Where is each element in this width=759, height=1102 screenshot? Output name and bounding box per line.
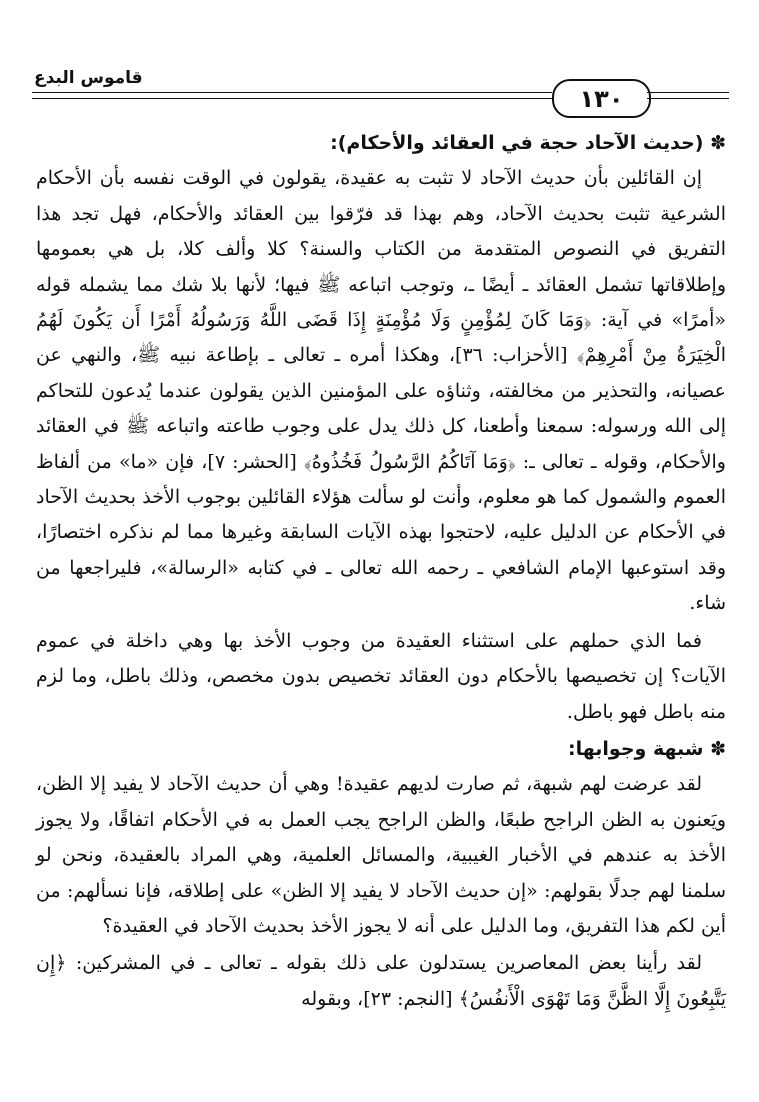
page-header xyxy=(0,0,759,118)
paragraph-1: إن القائلين بأن حديث الآحاد لا تثبت به عقيدة، يقولون في الوقت نفسه بأن الأحكام الشرعية تثبت بحديث الآحاد، وهم بهذا قد فرّقوا بين العقائد والأحكام، فهل تجد هذا التفريق في النصوص المتقدمة من الكتاب والسنة؟ كلا وألف كلا، بل هي بعمومها وإطلاقاتها تشمل العقائد ـ أيضًا ـ، وتوجب اتباعه ﷺ فيها؛ لأنها بلا شك مما يشمله قوله «أمرًا» في آية: ﴿وَمَا كَانَ لِمُؤْمِنٍ وَلَا مُؤْمِنَةٍ إِذَا قَضَى اللَّهُ وَرَسُولُهُ أَمْرًا أَن يَكُونَ لَهُمُ الْخِيَرَةُ مِنْ أَمْرِهِمْ﴾ [الأحزاب: ٣٦]، وهكذا أمره ـ تعالى ـ بإطاعة نبيه ﷺ، والنهي عن عصيانه، والتحذير من مخالفته، وثناؤه على المؤمنين الذين يقولون عندما يُدعون للتحاكم إلى الله ورسوله: سمعنا وأطعنا، كل ذلك يدل على وجوب طاعته واتباعه ﷺ في العقائد والأحكام، وقوله ـ تعالى ـ: ﴿وَمَا آتَاكُمُ الرَّسُولُ فَخُذُوهُ﴾ [الحشر: ٧]، فإن «ما» من ألفاظ العموم والشمول كما هو معلوم، وأنت لو سألت هؤلاء القائلين بوجوب الأخذ بحديث الآحاد في الأحكام عن الدليل عليه، لاحتجوا بهذه الآيات السابقة وغيرها مما لم نذكره اختصارًا، وقد استوعبها الإمام الشافعي ـ رحمه الله تعالى ـ في كتابه «الرسالة»، فليراجعها من شاء. xyxy=(36,167,727,615)
paragraph-3: لقد عرضت لهم شبهة، ثم صارت لديهم عقيدة! وهي أن حديث الآحاد لا يفيد إلا الظن، ويَعنون به الظن الراجح طبعًا، والظن الراجح يجب العمل به في الأحكام اتفاقًا، ولا يجوز الأخذ به عندهم في الأخبار الغيبية، والمسائل العلمية، وهي المراد بالعقيدة، ونحن لو سلمنا لهم جدلًا بقولهم: «إن حديث الآحاد لا يفيد إلا الظن» على إطلاقه، فإنا نسألهم: من أين لكم هذا التفريق، وما الدليل على أنه لا يجوز الأخذ بحديث الآحاد في العقيدة؟ xyxy=(36,773,726,937)
header-rule-left xyxy=(32,92,552,99)
book-title: قاموس البدع xyxy=(34,68,143,88)
header-rule-right xyxy=(647,92,729,99)
section-heading-ahad-hujja: ✽ (حديث الآحاد حجة في العقائد والأحكام): xyxy=(330,132,726,154)
page-number-badge: ١٣٠ xyxy=(552,79,651,118)
section-heading-shubha: ✽ شبهة وجوابها: xyxy=(568,737,726,760)
paragraph-4: لقد رأينا بعض المعاصرين يستدلون على ذلك بقوله ـ تعالى ـ في المشركين: ﴿إِن يَتَّبِعُونَ إِلَّا الظَّنَّ وَمَا تَهْوَى الْأَنفُسُ﴾ [النجم: ٢٣]، وبقوله xyxy=(36,952,726,1010)
paragraph-2: فما الذي حملهم على استثناء العقيدة من وجوب الأخذ بها وهي داخلة في عموم الآيات؟ إن تخصيصها بالأحكام دون العقائد تخصيص بدون مخصص، وذلك باطل، وما لزم منه باطل فهو باطل. xyxy=(36,629,726,723)
page-body xyxy=(36,126,726,1017)
